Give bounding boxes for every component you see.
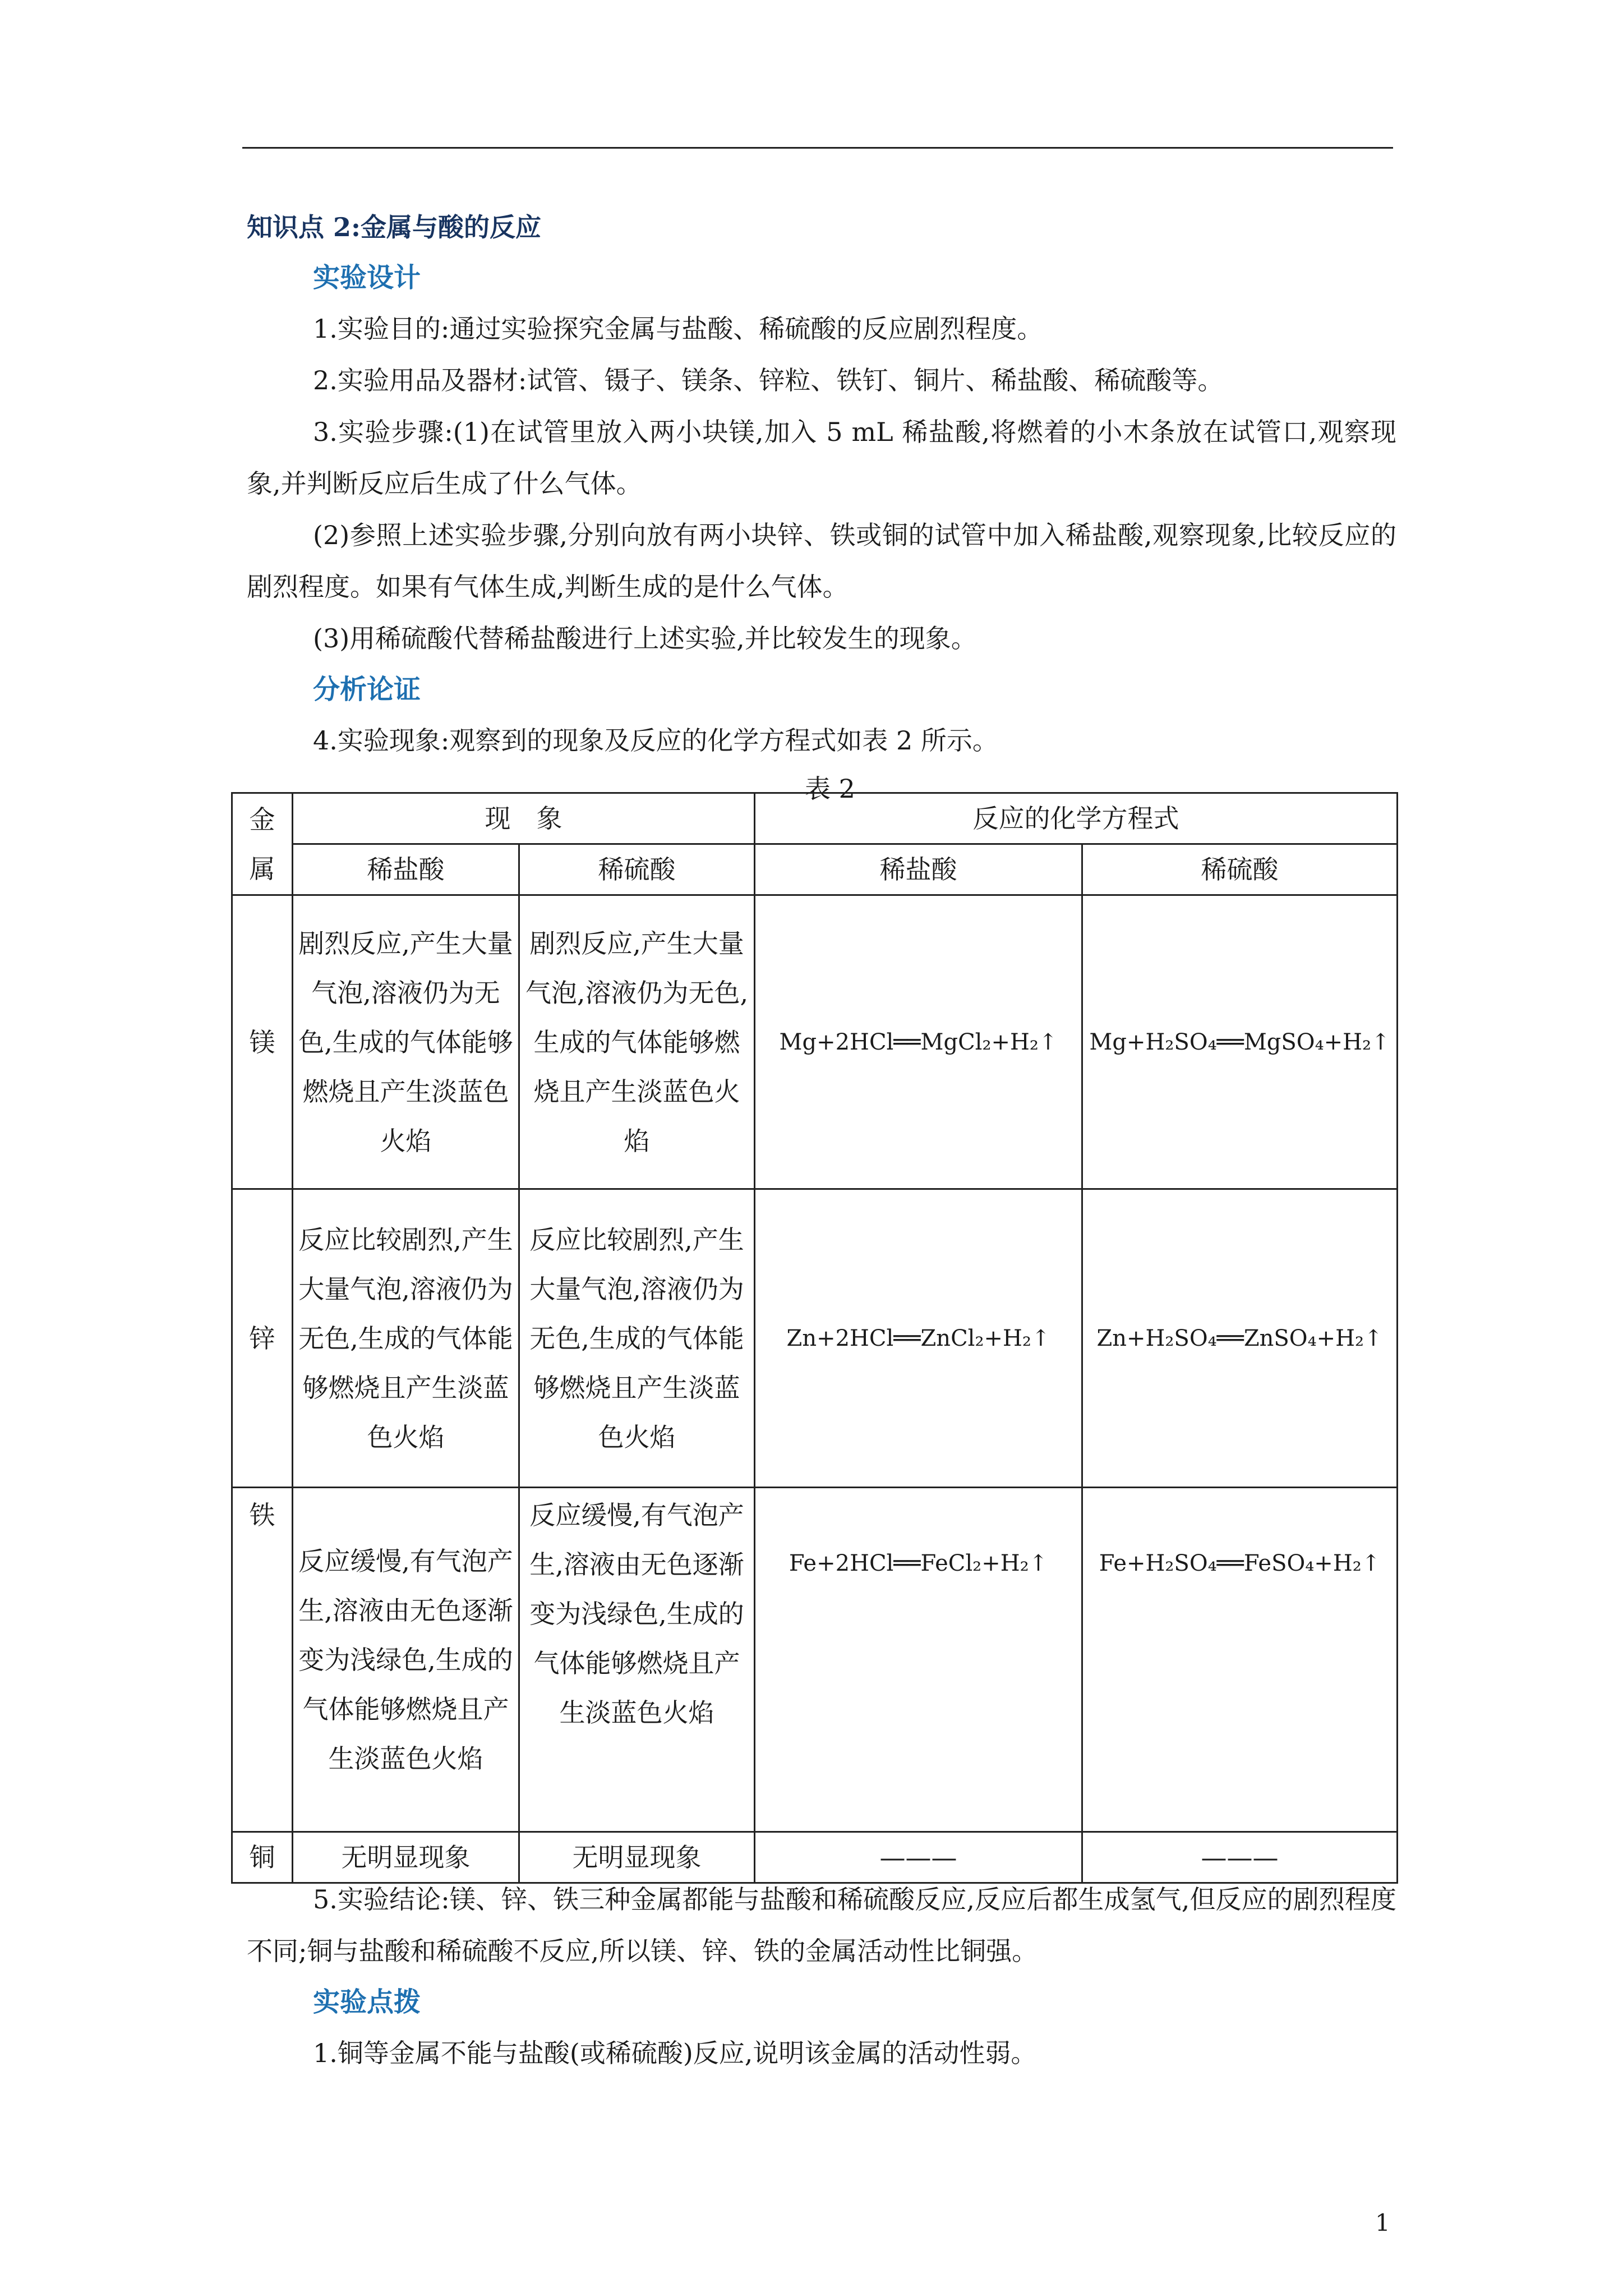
tip-item-1: 1.铜等金属不能与盐酸(或稀硫酸)反应,说明该金属的活动性弱。 — [313, 2038, 1037, 2068]
design-item-1: 1.实验目的:通过实验探究金属与盐酸、稀硫酸的反应剧烈程度。 — [313, 314, 1043, 344]
table-row — [232, 1488, 1398, 1832]
hcl-observation: 剧烈反应,产生大量气泡,溶液仍为无色,生成的气体能够燃烧且产生淡蓝色火焰 — [293, 895, 519, 1189]
table-caption: 表 2 — [805, 774, 855, 804]
analysis-item: 4.实验现象:观察到的现象及反应的化学方程式如表 2 所示。 — [313, 725, 998, 756]
h2so4-equation: ——— — [1082, 1832, 1398, 1883]
heading-analysis: 分析论证 — [313, 674, 421, 705]
h2so4-observation: 无明显现象 — [519, 1832, 755, 1883]
h2so4-equation: Mg+H₂SO₄══MgSO₄+H₂↑ — [1082, 895, 1398, 1189]
header-rule — [242, 147, 1393, 149]
table-row — [232, 1189, 1398, 1488]
table-row — [232, 895, 1398, 1189]
reaction-table — [231, 792, 1398, 1884]
conclusion: 5.实验结论:镁、锌、铁三种金属都能与盐酸和稀硫酸反应,反应后都生成氢气,但反应的剧烈程度不同;铜与盐酸和稀硫酸不反应,所以镁、锌、铁的金属活动性比铜强。 — [247, 1884, 1396, 1966]
heading-tips: 实验点拨 — [313, 1986, 421, 2018]
h2so4-observation: 反应比较剧烈,产生大量气泡,溶液仍为无色,生成的气体能够燃烧且产生淡蓝色火焰 — [519, 1189, 755, 1488]
metal-cell: 铜 — [232, 1832, 293, 1883]
after-table-content — [247, 1874, 1396, 2079]
table-header-row — [232, 793, 1398, 844]
section-title: 知识点 2:金属与酸的反应 — [247, 212, 542, 242]
hcl-equation: Zn+2HCl══ZnCl₂+H₂↑ — [755, 1189, 1082, 1488]
h2so4-observation: 反应缓慢,有气泡产生,溶液由无色逐渐变为浅绿色,生成的气体能够燃烧且产生淡蓝色火焰 — [519, 1488, 755, 1832]
page-number: 1 — [1375, 2209, 1390, 2237]
design-item-2: 2.实验用品及器材:试管、镊子、镁条、锌粒、铁钉、铜片、稀盐酸、稀硫酸等。 — [313, 365, 1224, 395]
h2so4-observation: 剧烈反应,产生大量气泡,溶液仍为无色,生成的气体能够燃烧且产生淡蓝色火焰 — [519, 895, 755, 1189]
header-metal: 金属 — [232, 793, 293, 895]
hcl-equation: Mg+2HCl══MgCl₂+H₂↑ — [755, 895, 1082, 1189]
subheader-hcl-obs: 稀盐酸 — [293, 844, 519, 895]
header-equations: 反应的化学方程式 — [755, 793, 1398, 844]
design-item-4: (2)参照上述实验步骤,分别向放有两小块锌、铁或铜的试管中加入稀盐酸,观察现象,比较反应的剧烈程度。如果有气体生成,判断生成的是什么气体。 — [247, 520, 1396, 602]
hcl-observation: 无明显现象 — [293, 1832, 519, 1883]
header-phenomena: 现 象 — [293, 793, 755, 844]
design-item-3: 3.实验步骤:(1)在试管里放入两小块镁,加入 5 mL 稀盐酸,将燃着的小木条放在试管口,观察现象,并判断反应后生成了什么气体。 — [247, 417, 1396, 499]
table-subheader-row — [232, 844, 1398, 895]
hcl-observation: 反应缓慢,有气泡产生,溶液由无色逐渐变为浅绿色,生成的气体能够燃烧且产生淡蓝色火焰 — [293, 1488, 519, 1832]
heading-design: 实验设计 — [313, 262, 421, 293]
main-content — [247, 202, 1396, 811]
metal-cell: 镁 — [232, 895, 293, 1189]
h2so4-equation: Fe+H₂SO₄══FeSO₄+H₂↑ — [1082, 1488, 1398, 1832]
subheader-h2so4-obs: 稀硫酸 — [519, 844, 755, 895]
metal-cell: 锌 — [232, 1189, 293, 1488]
subheader-hcl-eq: 稀盐酸 — [755, 844, 1082, 895]
metal-cell: 铁 — [232, 1488, 293, 1832]
subheader-h2so4-eq: 稀硫酸 — [1082, 844, 1398, 895]
design-item-5: (3)用稀硫酸代替稀盐酸进行上述实验,并比较发生的现象。 — [313, 623, 977, 654]
hcl-equation: Fe+2HCl══FeCl₂+H₂↑ — [755, 1488, 1082, 1832]
hcl-equation: ——— — [755, 1832, 1082, 1883]
h2so4-equation: Zn+H₂SO₄══ZnSO₄+H₂↑ — [1082, 1189, 1398, 1488]
hcl-observation: 反应比较剧烈,产生大量气泡,溶液仍为无色,生成的气体能够燃烧且产生淡蓝色火焰 — [293, 1189, 519, 1488]
